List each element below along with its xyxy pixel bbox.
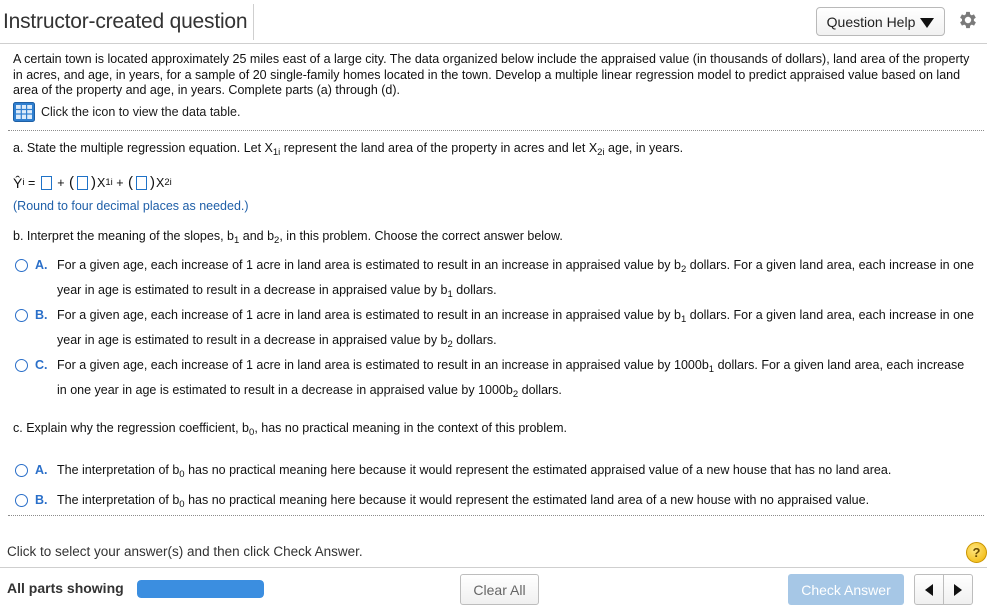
next-button[interactable] [943,574,973,605]
gear-icon[interactable] [957,9,979,31]
option-subscript: 1 [680,314,687,325]
part-b-option-b[interactable] [15,305,975,355]
option-text [57,355,975,405]
section-divider [8,515,984,516]
option-text [57,305,975,355]
option-text-part: For a given age, each increase of 1 acre in land area is estimated to result in an increase in appraised value by b [57,308,681,322]
part-b-and: and b [239,229,275,243]
part-c-suffix: , has no practical meaning in the context of this problem. [254,421,567,435]
regression-equation [13,174,172,191]
b1-answer-box[interactable] [77,176,88,190]
y-hat-subscript: i [22,177,25,188]
radio-button[interactable] [15,309,28,322]
option-text-part: The interpretation of b [57,463,180,477]
option-subscript: 0 [179,469,185,480]
plus-sign-1: + [53,175,68,190]
title-container [0,4,254,40]
part-c-option-b[interactable] [15,490,975,515]
part-b-sub-1: 1 [233,235,240,246]
part-a-question [13,141,683,158]
radio-button[interactable] [15,464,28,477]
option-subscript: 2 [680,264,687,275]
data-table-icon[interactable] [13,102,35,122]
question-help-label: Question Help [826,13,916,30]
option-subscript: 2 [512,389,519,400]
part-b-suffix: , in this problem. Choose the correct answer below. [279,229,563,243]
intercept-answer-box[interactable] [41,176,52,190]
equals-sign: = [24,175,39,190]
option-text-part: has no practical meaning here because it would represent the estimated appraised value of a new house that has no land area. [184,463,892,477]
question-help-button[interactable] [816,7,945,36]
option-subscript: 1 [447,289,453,300]
option-text-part: For a given age, each increase of 1 acre in land area is estimated to result in an increase in appraised value by 1000b [57,358,709,372]
x1-variable: X [96,175,106,190]
question-content [0,44,987,535]
triangle-left-icon [925,584,933,596]
part-a-sub-2i: 2i [597,147,605,158]
help-question-icon[interactable]: ? [966,542,987,563]
parts-showing-label: All parts showing [7,580,124,596]
clear-all-button[interactable]: Clear All [460,574,539,605]
option-text [57,460,975,485]
option-text-part: The interpretation of b [57,493,180,507]
paren-close-1: ) [90,174,96,191]
question-header [0,0,987,44]
b2-answer-box[interactable] [136,176,147,190]
radio-button[interactable] [15,359,28,372]
caret-down-icon [920,18,934,28]
paren-open-1: ( [68,174,74,191]
option-letter: B. [35,493,48,507]
option-text [57,255,975,305]
part-c-prefix: c. Explain why the regression coefficient, b [13,421,250,435]
paren-open-2: ( [127,174,133,191]
option-text-part: dollars. For a given land area, each increase in one year in age is estimated to result in a decrease in appraised value by b [57,258,974,297]
option-text [57,490,975,515]
data-table-link[interactable] [13,102,240,122]
progress-bar [137,580,264,598]
option-letter: B. [35,308,48,322]
check-answer-button[interactable]: Check Answer [788,574,904,605]
radio-button[interactable] [15,494,28,507]
radio-button[interactable] [15,259,28,272]
y-hat-symbol: Ŷ [13,174,23,191]
option-text-part: dollars. [518,383,562,397]
option-text-part: has no practical meaning here because it would represent the estimated land area of a new house with no appraised value. [184,493,870,507]
part-b-sub-2: 2 [274,235,280,246]
plus-sign-2: + [112,175,127,190]
option-letter: A. [35,463,48,477]
part-a-prefix: a. State the multiple regression equation. Let X [13,141,273,155]
part-c-question [13,421,567,438]
x2-subscript: 2i [164,177,172,188]
rounding-note: (Round to four decimal places as needed.) [13,199,249,213]
problem-intro: A certain town is located approximately 25 miles east of a large city. The data organized below include the appraised value (in thousands of dollars), land area of the property in acres, and age, in years, for a sample of 20 single-family homes located in the town. Develop a multiple linear regression model to predict appraised value based on land area of the property and age, in years. Complete parts (a) through (d). [13,52,970,97]
part-b-question [13,229,563,246]
option-subscript: 0 [179,499,185,510]
triangle-right-icon [954,584,962,596]
section-divider [8,130,984,131]
bottom-toolbar [0,567,987,608]
part-b-option-a[interactable] [15,255,975,305]
option-text-part: dollars. For a given land area, each increase in one year in age is estimated to result in a decrease in appraised value by 1000b [57,358,965,397]
option-text-part: For a given age, each increase of 1 acre in land area is estimated to result in an increase in appraised value by b [57,258,681,272]
option-letter: C. [35,358,48,372]
option-text-part: dollars. [452,283,497,297]
part-b-prefix: b. Interpret the meaning of the slopes, b [13,229,234,243]
x2-variable: X [155,175,165,190]
part-a-sub-1i: 1i [272,147,281,158]
option-text-part: dollars. [452,333,497,347]
progress-bar-fill [137,580,264,598]
option-text-part: dollars. For a given land area, each increase in one year in age is estimated to result in a decrease in appraised value by b [57,308,974,347]
part-a-suffix: age, in years. [604,141,684,155]
instruction-message: Click to select your answer(s) and then click Check Answer. [7,544,363,559]
part-a-mid: represent the land area of the property in acres and let X [280,141,598,155]
x1-subscript: 1i [105,177,113,188]
part-c-option-a[interactable] [15,460,975,485]
paren-close-2: ) [149,174,155,191]
part-b-option-c[interactable] [15,355,975,405]
question-title: Instructor-created question [3,10,248,33]
previous-button[interactable] [914,574,944,605]
part-c-sub-0: 0 [249,427,255,438]
option-subscript: 1 [708,364,715,375]
option-subscript: 2 [447,339,453,350]
option-letter: A. [35,258,48,272]
data-table-link-text[interactable]: Click the icon to view the data table. [41,105,241,119]
